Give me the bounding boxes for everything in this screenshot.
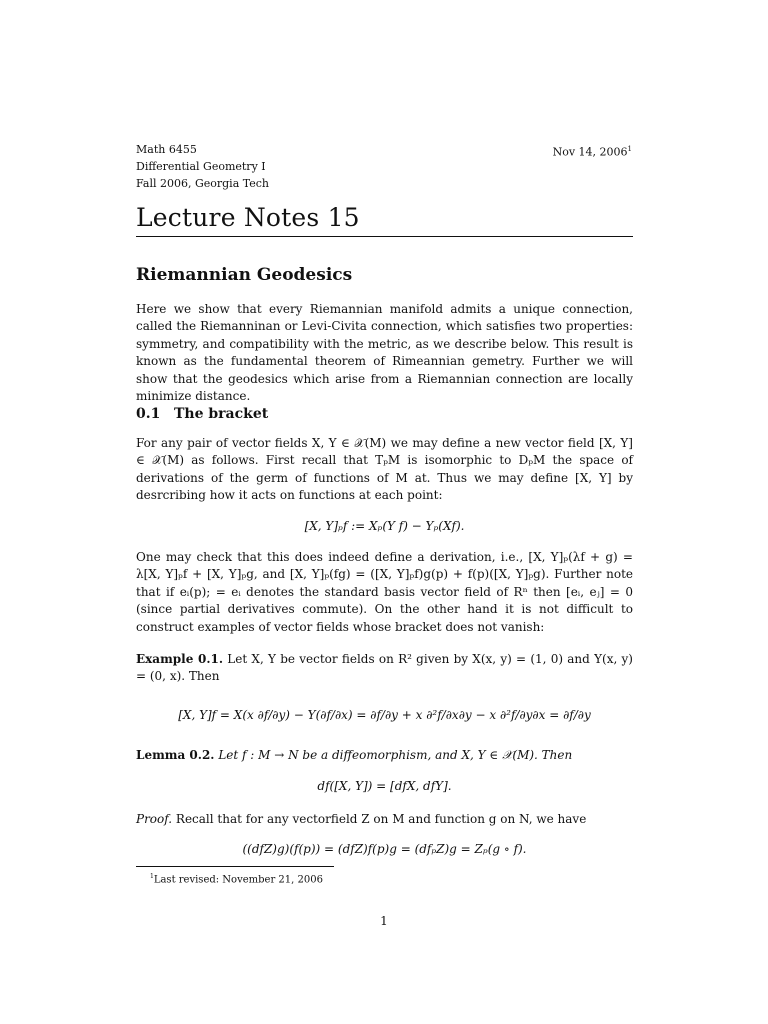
footnote-text: Last revised: November 21, 2006 bbox=[153, 874, 323, 886]
proof-block bbox=[136, 811, 633, 828]
footnote-rule bbox=[136, 866, 334, 867]
bracket-definition-equation: [X, Y]ₚf := Xₚ(Y f) − Yₚ(Xf). bbox=[304, 519, 465, 533]
example-label: Example 0.1. bbox=[136, 652, 224, 666]
lemma-equation: df([X, Y]) = [dfX, dfY]. bbox=[317, 779, 452, 793]
footnote-number: 1 bbox=[150, 873, 154, 880]
section-title: Riemannian Geodesics bbox=[136, 265, 353, 285]
example-equation: [X, Y]f = X(x ∂f/∂y) − Y(∂f/∂x) = ∂f/∂y + x ∂²f/∂x∂y − x ∂²f/∂y∂x = ∂f/∂y bbox=[178, 708, 591, 722]
proof-text: Recall that for any vectorfield Z on M and function g on N, we have bbox=[175, 812, 587, 826]
example-block bbox=[136, 651, 633, 686]
lemma-block bbox=[136, 747, 633, 764]
intro-paragraph: Here we show that every Riemannian manifold admits a unique connection, called the Riemanninan or Levi-Civita connection, which satisfies two properties: symmetry, and compatibility with the metric, as we describe below. This result is known as the fundamental theorem of Rimeannian gemetry. Further we will show that the geodesics which arise from a Riemannian connection are locally minimize distance. bbox=[136, 302, 633, 404]
lemma-text: Let f : M → N be a diffeomorphism, and X, Y ∈ 𝒳(M). Then bbox=[218, 748, 573, 762]
title-rule bbox=[136, 236, 633, 237]
course-header bbox=[136, 141, 269, 192]
date-header bbox=[553, 141, 632, 161]
page-title: Lecture Notes 15 bbox=[136, 203, 360, 232]
subsection-title: The bracket bbox=[174, 406, 269, 422]
course-term: Fall 2006, Georgia Tech bbox=[136, 177, 269, 190]
proof-label: Proof. bbox=[136, 812, 173, 826]
proof-equation: ((dfZ)g)(f(p)) = (dfZ)f(p)g = (dfₚZ)g = Zₚ(g ∘ f). bbox=[242, 842, 527, 856]
subsection-heading bbox=[136, 406, 268, 422]
course-name: Differential Geometry I bbox=[136, 160, 266, 173]
page-number: 1 bbox=[380, 914, 388, 928]
footnote-mark: 1 bbox=[627, 145, 632, 153]
lecture-date: Nov 14, 2006 bbox=[552, 145, 628, 159]
lemma-label: Lemma 0.2. bbox=[136, 748, 215, 762]
subsection-number: 0.1 bbox=[136, 406, 161, 422]
footnote bbox=[150, 873, 323, 885]
derivation-paragraph: One may check that this does indeed define a derivation, i.e., [X, Y]ₚ(λf + g) = λ[X, Y]ₚf + [X, Y]ₚg, and [X, Y]ₚ(fg) = ([X, Y]ₚf)g(p) + f(p)([X, Y]ₚg). Further note that if eᵢ(p); = eᵢ denotes the standard basis vector field of Rⁿ then [eᵢ, eⱼ] = 0 (since partial derivatives commute). On the other hand it is not difficult to construct examples of vector fields whose bracket does not vanish: bbox=[136, 550, 633, 634]
example-text: Let X, Y be vector fields on R² given by X(x, y) = (1, 0) and Y(x, y) = (0, x). Then bbox=[136, 652, 633, 684]
bracket-paragraph: For any pair of vector fields X, Y ∈ 𝒳(M) we may define a new vector field [X, Y] ∈ 𝒳(M) as follows. First recall that TₚM is isomorphic to DₚM the space of derivations of the germ of functions of M at. Thus we may define [X, Y] by desrcribing how it acts on functions at each point: bbox=[136, 436, 633, 503]
course-number: Math 6455 bbox=[136, 143, 197, 156]
